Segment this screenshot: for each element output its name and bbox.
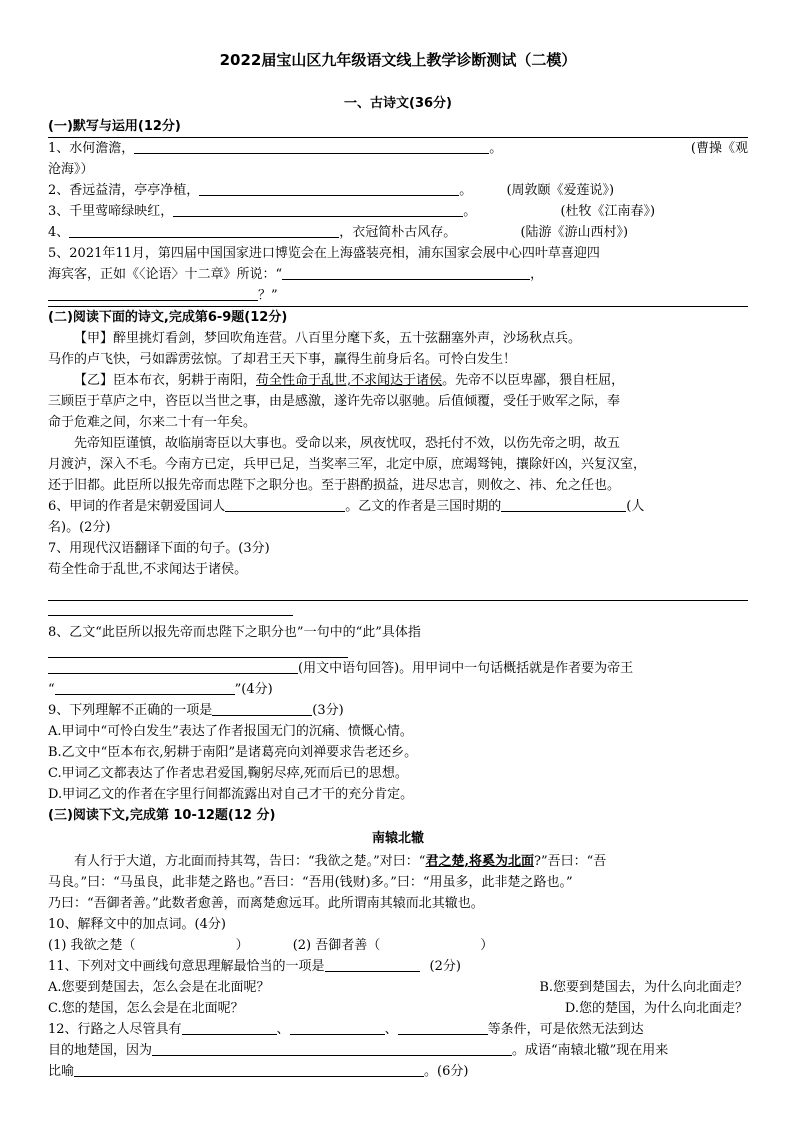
q6-text: (人 [626, 499, 645, 514]
answer-blank[interactable] [182, 1020, 277, 1035]
text-yi-line-6: 还于旧都。此臣所以报先帝而忠陛下之职分也。至于斟酌损益，进尽忠言，则攸之、祎、允之任也。 [48, 478, 621, 493]
answer-blank[interactable] [55, 680, 235, 695]
q1-source-cont: 沧海》） [48, 162, 94, 177]
page-title: 2022届宝山区九年级语文线上教学诊断测试（二模） [219, 51, 577, 69]
q5-text: 海宾客，正如《〈论语〉十二章》所说：“ [48, 267, 283, 282]
essay-line-2: 马良。”曰：“马虽良，此非楚之路也。”吾曰：“吾用(钱财)多。”曰：“用虽多，此非楚之路也。” [48, 875, 573, 890]
q12-sep: 、 [276, 1022, 290, 1037]
answer-blank[interactable] [398, 1020, 488, 1035]
q10-item-1: (1) 我欲之楚（ [48, 938, 136, 953]
part1-heading: (一)默写与运用(12分) [48, 119, 181, 134]
answer-blank[interactable] [225, 497, 345, 512]
underlined-sentence: 苟全性命于乱世,不求闻达于诸侯 [256, 373, 443, 388]
answer-line[interactable] [48, 601, 293, 616]
q11-options-row-1 [48, 977, 748, 998]
text-yi-line-1 [48, 370, 748, 391]
exam-page [48, 40, 748, 1082]
question-6-cont: 名)。(2分) [48, 520, 111, 535]
q11-options-row-2 [48, 998, 748, 1019]
q8-text: (用文中语句回答)。用甲词中一句话概括就是作者要为帝王 [298, 661, 634, 676]
q11-option-d: D.您的楚国，为什么向北面走？ [564, 1001, 748, 1016]
q3-suffix: 。 [463, 204, 477, 219]
q6-text: 。乙文的作者是三国时期的 [345, 499, 502, 514]
q1-text: 1、水何澹澹， [48, 141, 135, 156]
part2-heading: (二)阅读下面的诗文,完成第6-9题(12分) [48, 310, 288, 325]
underlined-sentence: 君之楚,将奚为北面 [425, 854, 534, 869]
q12-text: 比喻 [48, 1064, 75, 1079]
q12-sep: 、 [384, 1022, 398, 1037]
answer-blank[interactable] [325, 957, 420, 972]
poem-jia-line-2: 马作的卢飞快，弓如霹雳弦惊。了却君王天下事，赢得生前身后名。可怜白发生！ [48, 352, 517, 367]
q12-text: 。(6分) [424, 1064, 469, 1079]
answer-blank[interactable] [74, 1062, 424, 1077]
question-3 [48, 201, 748, 222]
part3-heading: (三)阅读下文,完成第 10-12题(12 分) [48, 808, 276, 823]
answer-blank[interactable] [173, 202, 463, 217]
q3-text: 3、千里莺啼绿映红， [48, 204, 174, 219]
q9-option-b: B.乙文中“臣本布衣,躬耕于南阳”是诸葛亮向刘禅要求告老还乡。 [48, 745, 418, 760]
question-2 [48, 180, 748, 201]
q10-bracket: ） [235, 938, 249, 953]
answer-blank[interactable] [282, 265, 530, 280]
question-7-sentence: 苟全性命于乱世,不求闻达于诸侯。 [48, 562, 248, 577]
q9-text: 9、下列理解不正确的一项是 [48, 703, 213, 718]
question-6 [48, 496, 748, 517]
question-8: 8、乙文“此臣所以报先帝而忠陛下之职分也”一句中的“此”具体指 [48, 625, 421, 640]
question-1 [48, 138, 748, 159]
question-4 [48, 222, 748, 243]
q12-text: 等条件，可是依然无法到达 [487, 1022, 644, 1037]
answer-blank[interactable] [290, 1020, 385, 1035]
q11-points: (2分) [429, 959, 461, 974]
essay-text: ?”吾曰：“吾 [533, 854, 607, 869]
q12-text: 12、行路之人尽管具有 [48, 1022, 182, 1037]
answer-line[interactable] [48, 584, 748, 601]
q9-option-a: A.甲词中“可怜白发生”表达了作者报国无门的沉痛、愤慨心情。 [48, 724, 413, 739]
q1-suffix: 。 [489, 141, 503, 156]
answer-blank[interactable] [48, 659, 298, 674]
q11-option-a: A.您要到楚国去，怎么会是在北面呢？ [48, 980, 270, 995]
question-12-cont [48, 1040, 748, 1061]
q5-end: ？” [258, 288, 278, 303]
q2-suffix: 。 [459, 183, 473, 198]
q8-text: ”(4分) [234, 682, 273, 697]
text-yi-line-3: 命于危难之间，尔来二十有一年矣。 [48, 415, 257, 430]
q4-source: (陆游《游山西村》) [520, 225, 629, 240]
question-10-items [48, 935, 748, 956]
q12-text: 目的地楚国，因为 [48, 1043, 153, 1058]
answer-blank[interactable] [134, 139, 489, 154]
question-5-cont2 [48, 285, 748, 306]
q11-option-c: C.您的楚国，怎么会是在北面呢？ [48, 1001, 244, 1016]
question-12 [48, 1019, 748, 1040]
text-yi-line-2: 三顾臣于草庐之中，咨臣以当世之事，由是感激，遂许先帝以驱驰。后值倾覆，受任于败军之际，奉 [48, 394, 621, 409]
essay-line-3: 乃曰：“吾御者善。”此数者愈善，而离楚愈远耳。此所谓南其辕而北其辙也。 [48, 896, 484, 911]
yi-text: 。先帝不以臣卑鄙，猥自枉屈， [442, 373, 625, 388]
q11-text: 11、下列对文中画线句意思理解最恰当的一项是 [48, 959, 325, 974]
q9-option-d: D.甲词乙文的作者在字里行间都流露出对自己才干的充分肯定。 [48, 787, 414, 802]
answer-blank[interactable] [501, 497, 626, 512]
question-8-cont2 [48, 679, 748, 700]
answer-blank[interactable] [199, 181, 459, 196]
question-9 [48, 700, 748, 721]
question-12-cont2 [48, 1061, 748, 1082]
q10-bracket: ） [480, 938, 494, 953]
text-yi-line-4: 先帝知臣谨慎，故临崩寄臣以大事也。受命以来，夙夜忧叹，恐托付不效，以伤先帝之明，故五 [74, 436, 621, 451]
question-8-cont [48, 658, 748, 679]
question-5-cont [48, 264, 748, 285]
essay-title: 南辕北辙 [371, 831, 424, 846]
essay-line-1 [48, 851, 748, 872]
question-10: 10、解释文中的加点词。(4分) [48, 917, 226, 932]
q2-source: (周敦颐《爱莲说》) [506, 183, 615, 198]
essay-text: 有人行于大道，方北面而持其驾，告曰：“我欲之楚。”对曰：“ [74, 854, 426, 869]
q10-item-2: (2) 吾御者善（ [292, 938, 381, 953]
answer-blank[interactable] [212, 701, 312, 716]
q11-option-b: B.您要到楚国去，为什么向北面走？ [539, 980, 748, 995]
question-7: 7、用现代汉语翻译下面的句子。(3分) [48, 541, 270, 556]
section-heading: 一、古诗文(36分) [344, 96, 452, 111]
q4-text: 4、 [48, 225, 70, 240]
text-yi-line-5: 月渡泸，深入不毛。今南方已定，兵甲已足，当奖率三军，北定中原，庶竭驽钝，攘除奸凶，兴复汉室， [48, 457, 647, 472]
answer-blank[interactable] [69, 223, 339, 238]
q3-source: (杜牧《江南春》) [560, 204, 656, 219]
yi-text: 【乙】臣本布衣，躬耕于南阳， [74, 373, 257, 388]
q9-option-c: C.甲词乙文都表达了作者忠君爱国,鞠躬尽瘁,死而后已的思想。 [48, 766, 408, 781]
answer-line[interactable] [48, 643, 348, 658]
q6-text: 6、甲词的作者是宋朝爱国词人 [48, 499, 226, 514]
q5-comma: ， [530, 267, 544, 282]
poem-jia-line-1: 【甲】醉里挑灯看剑，梦回吹角连营。八百里分麾下炙，五十弦翻塞外声，沙场秋点兵。 [74, 331, 582, 346]
q2-text: 2、香远益清，亭亭净植， [48, 183, 200, 198]
q1-source: (曹操《观 [690, 141, 748, 156]
q12-text: 。成语“南辕北辙”现在用来 [512, 1043, 669, 1058]
question-5: 5、2021年11月，第四届中国国家进口博览会在上海盛装亮相，浦东国家会展中心四叶草喜迎四 [48, 246, 600, 261]
answer-blank[interactable] [152, 1041, 512, 1056]
q8-quote: “ [48, 682, 55, 697]
answer-blank[interactable] [48, 286, 258, 301]
question-11 [48, 956, 748, 977]
q9-points: (3分) [312, 703, 344, 718]
q4-suffix: ，衣冠简朴古风存。 [339, 225, 457, 240]
